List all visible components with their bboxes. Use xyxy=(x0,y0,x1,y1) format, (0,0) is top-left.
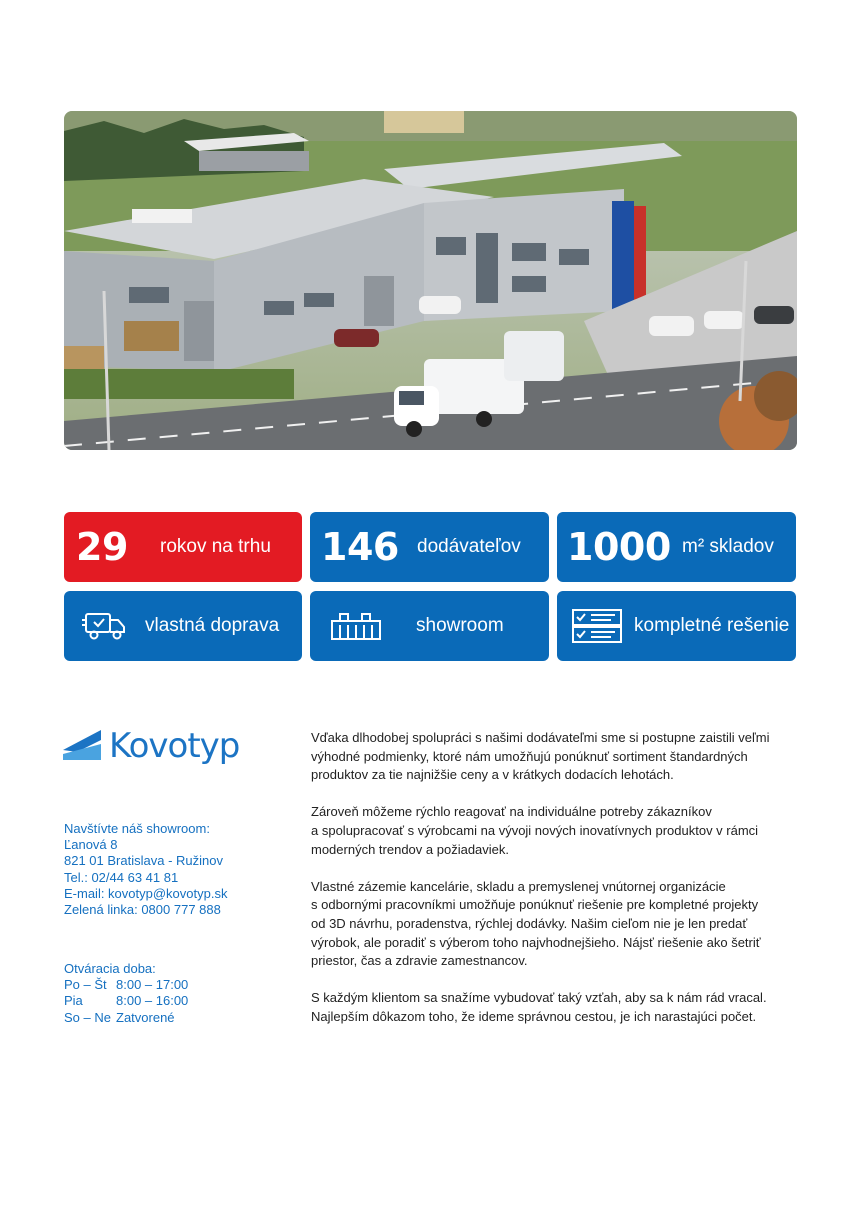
text-line: výrobok, ale poradiť s výberom toho najvhodnejšieho. Nájsť riešenie ako šetriť xyxy=(311,934,761,950)
text-line: moderných trendov a požiadaviek. xyxy=(311,841,510,857)
contact-street: Ľanová 8 xyxy=(64,837,118,853)
hours-row xyxy=(64,977,188,993)
stat-years-number: 29 xyxy=(76,525,128,569)
text-line: Zároveň môžeme rýchlo reagovať na individuálne potreby zákazníkov xyxy=(311,804,712,820)
hours-time: 8:00 – 17:00 xyxy=(116,977,189,993)
feature-complete-solution xyxy=(557,591,796,661)
hours-time: Zatvorené xyxy=(116,1009,175,1025)
description-text xyxy=(311,729,781,1045)
logo-wordmark: Kovotyp xyxy=(109,726,240,766)
text-line: produktov za tie najnižšie ceny a v krátkych dodacích lehotách. xyxy=(311,767,674,783)
hours-time: 8:00 – 16:00 xyxy=(116,993,189,1009)
stat-years-label: rokov na trhu xyxy=(160,536,271,557)
showroom-building-icon xyxy=(330,611,382,646)
feature-showroom-label: showroom xyxy=(416,615,504,636)
text-line: od 3D návrhu, poradenstva, rýchlej dodávky. Našim cieľom nie je len predať xyxy=(311,915,748,931)
hours-row xyxy=(64,1010,188,1026)
hours-days: Po – Št xyxy=(64,977,107,993)
paragraph xyxy=(311,803,781,859)
checklist-icon xyxy=(571,608,623,649)
warehouse-photo xyxy=(64,111,797,450)
paragraph xyxy=(311,989,781,1026)
stat-suppliers-number: 146 xyxy=(321,525,399,569)
kovotyp-logo-mark-icon xyxy=(63,730,103,762)
text-line: Vďaka dlhodobej spolupráci s našimi dodávateľmi sme si postupne zaistili veľmi xyxy=(311,730,770,745)
paragraph xyxy=(311,878,781,971)
feature-own-transport xyxy=(64,591,302,661)
text-line: priestor, čas a zdravie zamestnancov. xyxy=(311,953,528,969)
stat-warehouse xyxy=(557,512,796,582)
stat-suppliers xyxy=(310,512,549,582)
delivery-truck-icon xyxy=(82,610,128,647)
text-line: s odbornými pracovníkmi umožňuje ponúknuť riešenie pre kompletné projekty xyxy=(311,897,759,913)
contact-heading: Navštívte náš showroom: xyxy=(64,821,210,836)
opening-hours xyxy=(64,961,188,1026)
contact-hotline[interactable]: Zelená linka: 0800 777 888 xyxy=(64,902,221,918)
text-line: výhodné podmienky, ktoré nám umožňujú ponúknuť sortiment štandardných xyxy=(311,748,748,764)
hours-days: So – Ne xyxy=(64,1009,111,1025)
hours-row xyxy=(64,993,188,1009)
text-line: Vlastné zázemie kancelárie, skladu a premyslenej vnútornej organizácie xyxy=(311,878,726,894)
feature-showroom xyxy=(310,591,549,661)
stat-warehouse-number: 1000 xyxy=(567,525,671,569)
text-line: Najlepším dôkazom toho, že ideme správnou cestou, je ich narastajúci počet. xyxy=(311,1008,757,1024)
stat-warehouse-label: m² skladov xyxy=(682,536,774,557)
contact-block xyxy=(64,821,227,918)
kovotyp-logo xyxy=(63,726,239,766)
stat-years xyxy=(64,512,302,582)
paragraph xyxy=(311,729,781,785)
stat-suppliers-label: dodávateľov xyxy=(417,536,521,557)
text-line: S každým klientom sa snažíme vybudovať taký vzťah, aby sa k nám rád vracal. xyxy=(311,990,767,1006)
hours-days: Pia xyxy=(64,993,83,1009)
contact-phone[interactable]: Tel.: 02/44 63 41 81 xyxy=(64,869,179,885)
contact-email[interactable]: E-mail: kovotyp@kovotyp.sk xyxy=(64,885,228,901)
feature-complete-solution-label: kompletné rešenie xyxy=(634,615,790,636)
hours-heading: Otváracia doba: xyxy=(64,961,156,976)
contact-city: 821 01 Bratislava - Ružinov xyxy=(64,853,223,869)
text-line: a spolupracovať s výrobcami na vývoji nových inovatívnych produktov v rámci xyxy=(311,822,759,838)
feature-own-transport-label: vlastná doprava xyxy=(145,615,280,636)
